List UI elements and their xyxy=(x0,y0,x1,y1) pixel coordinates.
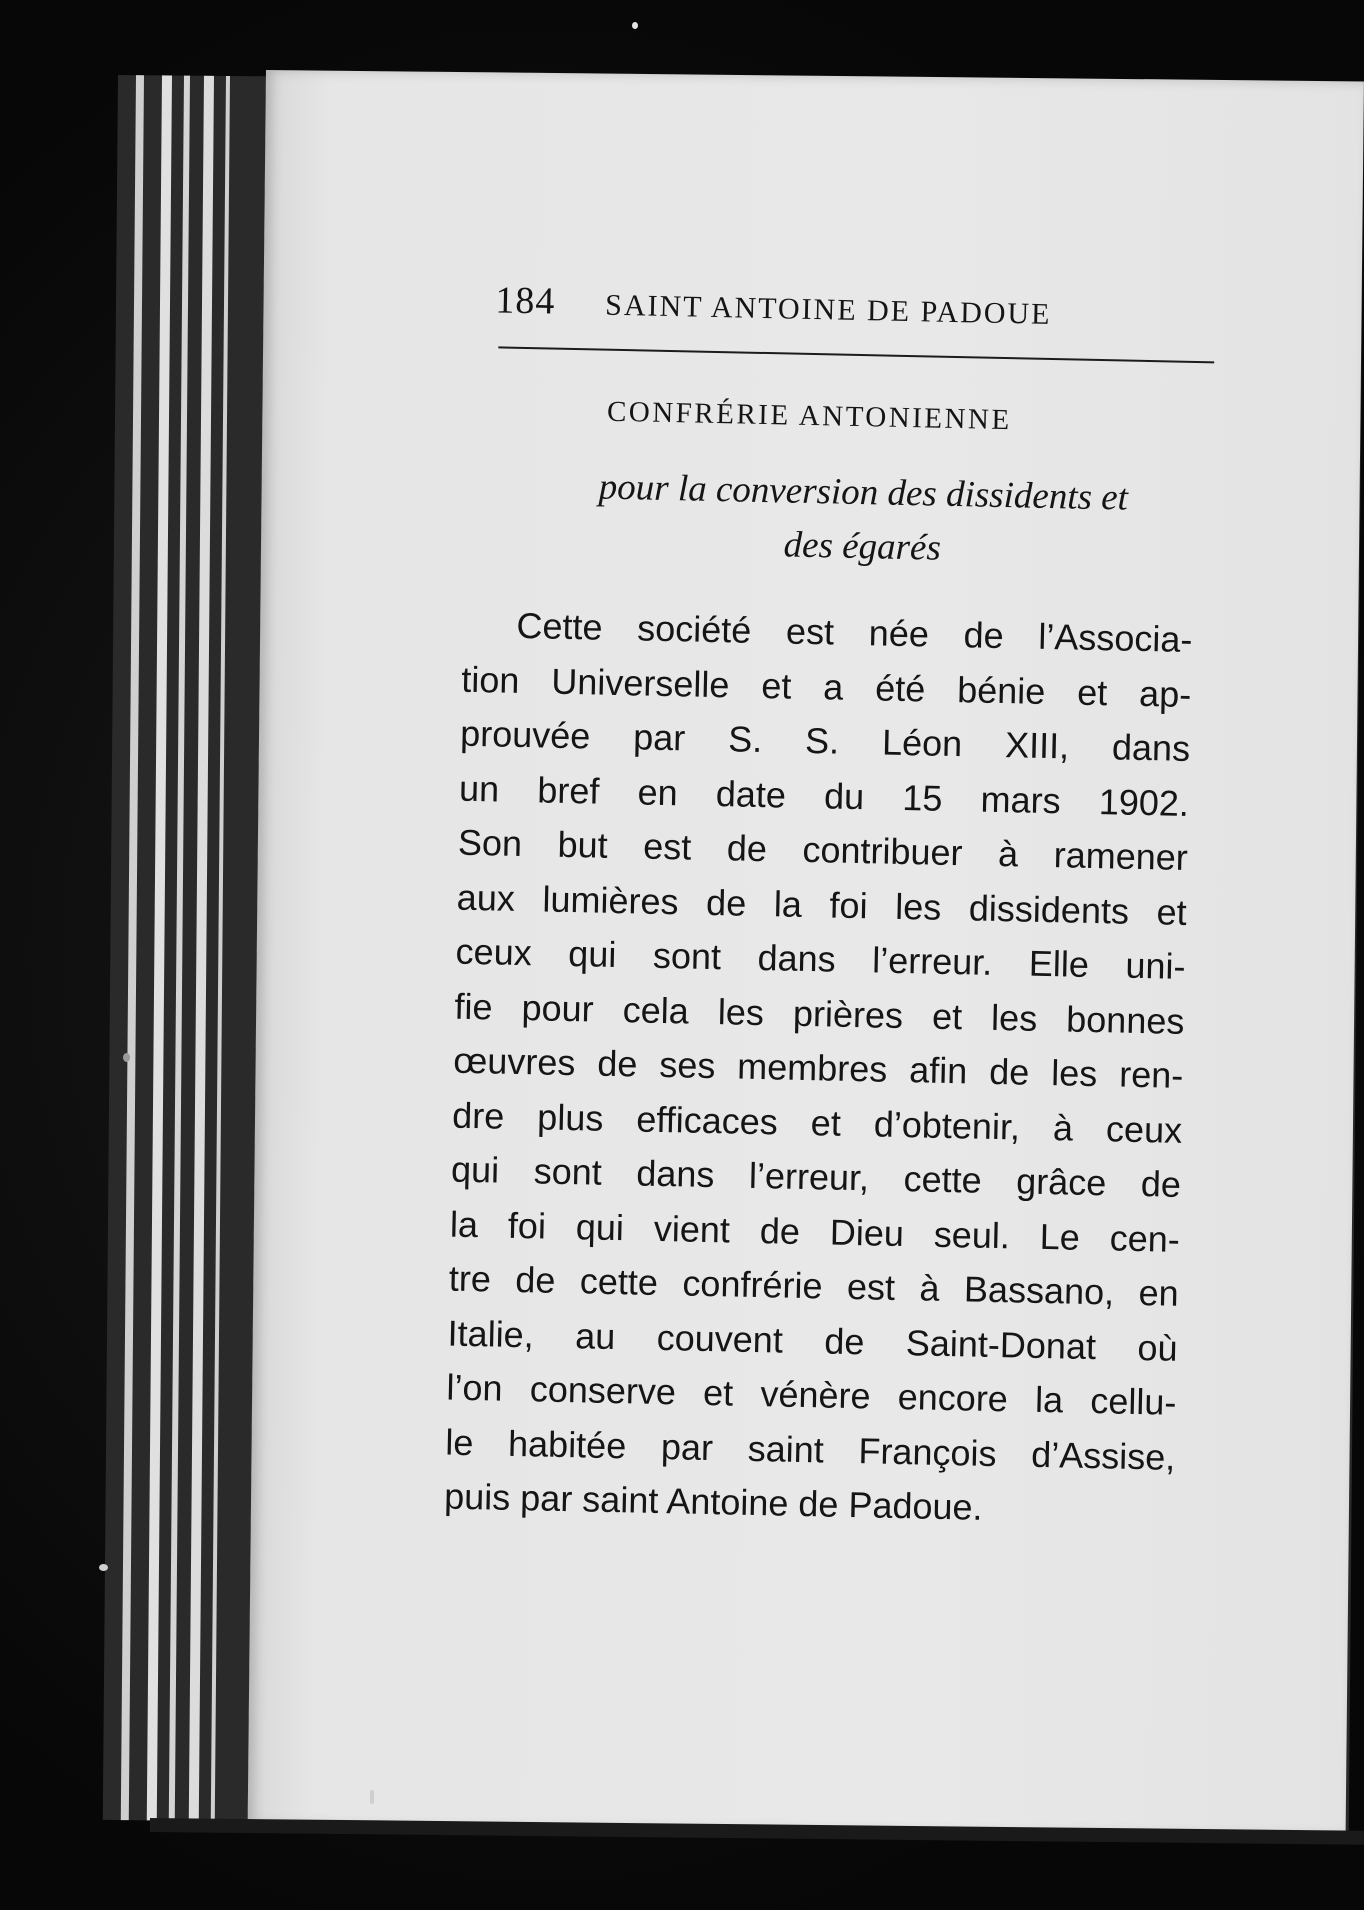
section-subtitle xyxy=(502,459,1224,582)
body-line: Son but est de contribuer à ramener xyxy=(457,821,1189,878)
body-line: puis par saint Antoine de Padoue. xyxy=(443,1475,983,1528)
body-line: qui sont dans l’erreur, cette grâce de xyxy=(450,1148,1182,1205)
scan-speck xyxy=(370,1790,374,1804)
body-text xyxy=(444,598,1193,1540)
body-line: aux lumières de la foi les dissidents et xyxy=(456,876,1188,933)
body-line: prouvée par S. S. Léon XIII, dans xyxy=(459,712,1191,769)
body-line: un bref en date du 15 mars 1902. xyxy=(458,767,1190,824)
page-edge xyxy=(169,76,190,1821)
page-edge xyxy=(189,76,214,1821)
scan-speck xyxy=(1310,288,1315,293)
body-line: l’on conserve et vénère encore la cellu- xyxy=(446,1366,1177,1423)
body-line: tre de cette confrérie est à Bassano, en xyxy=(448,1257,1180,1314)
subtitle-line: pour la conversion des dissidents et xyxy=(598,466,1129,519)
body-line: fie pour cela les prières et les bonnes xyxy=(454,985,1185,1042)
body-line: tion Universelle et a été bénie et ap- xyxy=(460,658,1192,715)
body-line: Italie, au couvent de Saint-Donat où xyxy=(447,1312,1178,1369)
running-title: SAINT ANTOINE DE PADOUE xyxy=(604,288,1052,331)
body-line: Cette société est née de l’Associa- xyxy=(516,604,1193,660)
page-edge xyxy=(121,75,144,1820)
scan-speck xyxy=(99,1564,108,1571)
subtitle-line: des égarés xyxy=(783,524,942,569)
body-line: œuvres de ses membres afin de les ren- xyxy=(452,1039,1184,1096)
body-line: ceux qui sont dans l’erreur. Elle uni- xyxy=(455,930,1186,987)
section-title: CONFRÉRIE ANTONIENNE xyxy=(606,395,1012,437)
body-line: le habitée par saint François d’Assise, xyxy=(444,1421,1176,1478)
scan-speck xyxy=(123,1053,130,1062)
page-edge xyxy=(211,76,230,1821)
body-line: dre plus efficaces et d’obtenir, à ceux xyxy=(451,1094,1183,1151)
scan-speck xyxy=(632,22,638,29)
page-edge xyxy=(147,75,172,1820)
body-line: la foi qui vient de Dieu seul. Le cen- xyxy=(449,1203,1181,1260)
page-number: 184 xyxy=(494,279,556,323)
